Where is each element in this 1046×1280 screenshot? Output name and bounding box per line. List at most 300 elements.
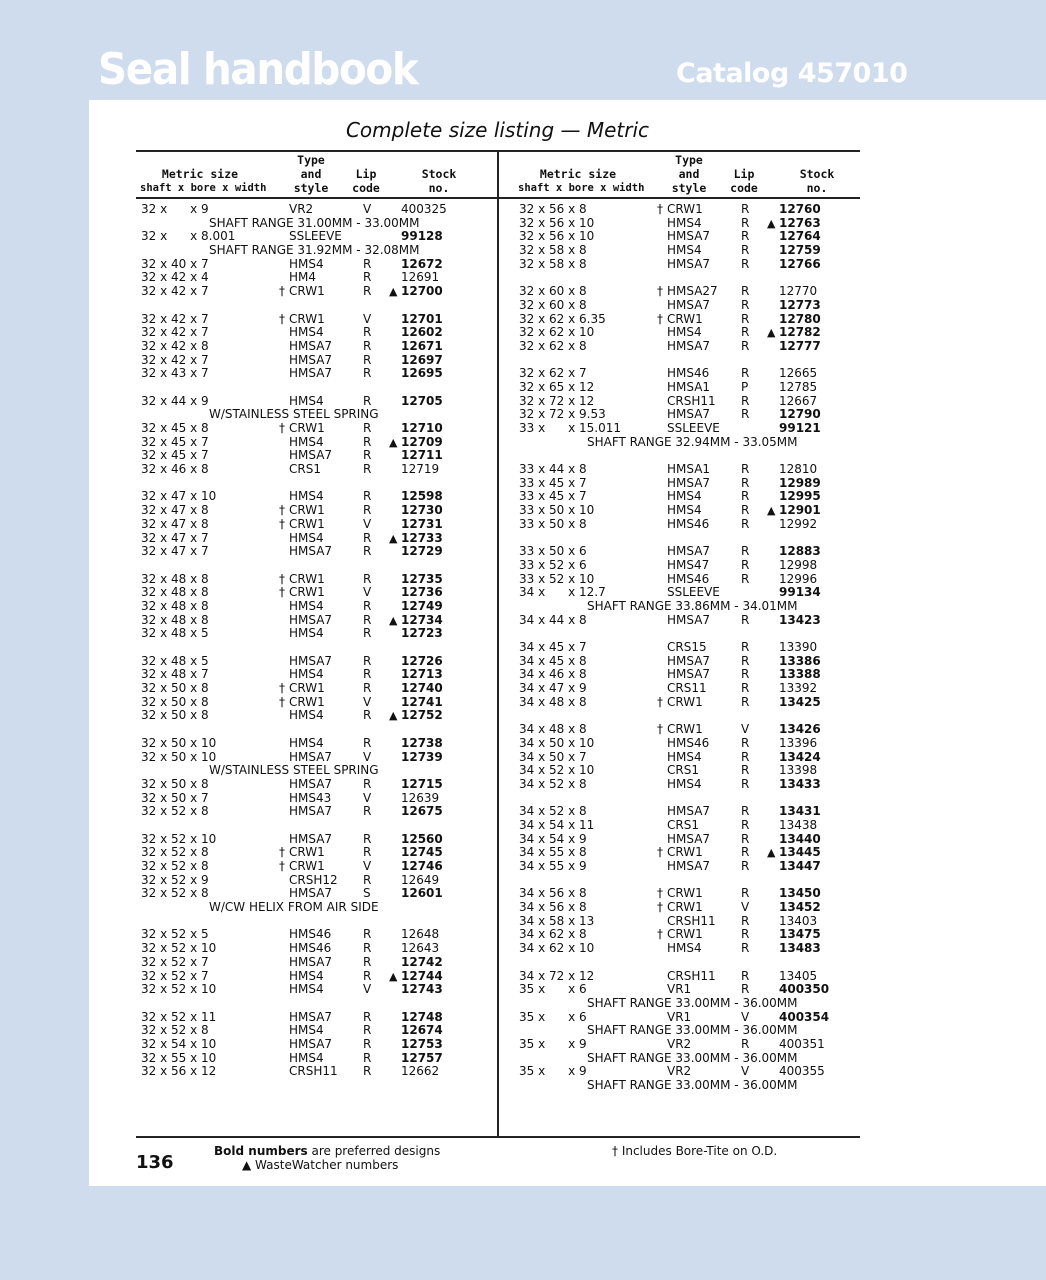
lip-cell: R	[741, 503, 750, 518]
type-cell: CRS1	[667, 817, 699, 832]
lip-cell: V	[363, 311, 372, 326]
type-cell: CRW1	[289, 284, 325, 299]
table-row	[519, 887, 859, 901]
lip-cell: R	[741, 927, 750, 942]
type-cell: CRW1	[667, 311, 703, 326]
type-cell: SSLEEVE	[667, 585, 720, 600]
size-cell: 35 x x 6	[519, 1009, 587, 1024]
type-cell: CRW1	[667, 845, 703, 860]
type-cell: HMS46	[667, 571, 710, 586]
stock-cell: 12701	[401, 311, 443, 326]
table-row	[519, 1065, 859, 1079]
stock-cell: 12736	[401, 585, 443, 600]
type-cell: CRS11	[667, 681, 707, 696]
size-cell: 34 x 45 x 8	[519, 653, 587, 668]
lip-cell: R	[363, 667, 372, 682]
lip-cell: R	[741, 557, 750, 572]
row-spacer	[519, 271, 859, 285]
type-cell: HMSA7	[289, 886, 333, 901]
row-spacer	[141, 997, 491, 1011]
row-spacer	[141, 819, 491, 833]
header-type-line2: and	[300, 167, 322, 181]
bore-tite-dagger: †	[657, 311, 663, 326]
bold-legend-rest: are preferred designs	[307, 1144, 441, 1158]
stock-cell: 99128	[401, 229, 443, 244]
size-cell: 32 x 62 x 8	[519, 338, 587, 353]
size-cell: 32 x 62 x 6.35	[519, 311, 606, 326]
type-cell: HMS4	[667, 489, 702, 504]
lip-cell: R	[363, 708, 372, 723]
stock-cell: 12992	[779, 516, 818, 531]
size-cell: 34 x 62 x 10	[519, 941, 595, 956]
lip-cell: R	[363, 530, 372, 545]
table-row	[519, 805, 859, 819]
stock-cell: 12741	[401, 694, 443, 709]
stock-cell: 12731	[401, 516, 443, 531]
size-cell: 32 x 42 x 4	[141, 270, 209, 285]
stock-cell: 12752	[401, 708, 443, 723]
stock-cell: 13423	[779, 612, 821, 627]
header-stock-line1: Stock	[421, 167, 457, 181]
type-cell: HMSA7	[289, 653, 333, 668]
lip-cell: R	[741, 694, 750, 709]
type-cell: HMSA7	[289, 448, 333, 463]
type-cell: HMS4	[289, 1023, 324, 1038]
lip-cell: R	[741, 845, 750, 860]
type-cell: HMSA7	[289, 366, 333, 381]
range-note-text: SHAFT RANGE 32.94MM - 33.05MM	[587, 434, 798, 449]
stock-cell: 12766	[779, 256, 821, 271]
lip-cell: R	[741, 804, 750, 819]
table-row	[519, 778, 859, 792]
table-row	[519, 928, 859, 942]
table-row	[519, 285, 859, 299]
lip-cell: R	[363, 448, 372, 463]
stock-cell: 12996	[779, 571, 818, 586]
table-row	[519, 490, 859, 504]
wastewatcher-icon: ▲	[767, 846, 776, 860]
type-cell: HMSA7	[667, 407, 711, 422]
table-row	[141, 956, 491, 970]
row-spacer	[141, 477, 491, 491]
stock-cell: 13450	[779, 886, 821, 901]
stock-cell: 12760	[779, 202, 821, 216]
type-cell: CRSH11	[667, 968, 716, 983]
table-row	[141, 422, 491, 436]
size-cell: 33 x 45 x 7	[519, 489, 587, 504]
stock-cell: 12649	[401, 872, 440, 887]
type-cell: CRW1	[289, 859, 325, 873]
table-row	[141, 846, 491, 860]
table-row	[141, 805, 491, 819]
range-note-text: W/CW HELIX FROM AIR SIDE	[209, 900, 379, 915]
size-cell: 32 x 48 x 8	[141, 598, 209, 613]
stock-cell: 12733	[401, 530, 443, 545]
type-cell: HMS46	[289, 927, 332, 942]
table-row	[519, 819, 859, 833]
table-row	[519, 504, 859, 518]
wastewatcher-icon: ▲	[389, 709, 398, 723]
page-number: 136	[136, 1152, 174, 1173]
size-cell: 32 x 72 x 9.53	[519, 407, 606, 422]
stock-cell: 12773	[779, 297, 821, 312]
bold-legend	[214, 1144, 440, 1158]
table-row	[519, 764, 859, 778]
lip-cell: V	[363, 749, 372, 764]
type-cell: HMSA7	[289, 1009, 333, 1024]
size-cell: 33 x 50 x 10	[519, 503, 595, 518]
bore-tite-dagger: †	[657, 927, 663, 942]
stock-cell: 12695	[401, 366, 443, 381]
lip-cell: V	[741, 900, 750, 915]
table-row	[519, 244, 859, 258]
lip-cell: R	[363, 434, 372, 449]
lip-cell: R	[741, 489, 750, 504]
table-row	[141, 942, 491, 956]
row-spacer	[141, 915, 491, 929]
lip-cell: V	[363, 790, 372, 805]
lip-cell: V	[363, 694, 372, 709]
bore-tite-dagger: †	[657, 900, 663, 915]
lip-cell: R	[363, 845, 372, 860]
stock-cell: 12998	[779, 557, 818, 572]
size-cell: 32 x 45 x 8	[141, 421, 209, 435]
table-row	[519, 983, 859, 997]
type-cell: HMSA7	[667, 338, 711, 353]
type-cell: HMSA7	[289, 831, 333, 846]
lip-cell: R	[363, 941, 372, 956]
stock-cell: 12742	[401, 954, 443, 969]
lip-cell: R	[363, 1023, 372, 1038]
size-cell: 32 x 50 x 10	[141, 735, 217, 750]
lip-cell: V	[741, 1009, 750, 1024]
table-row	[141, 532, 491, 546]
size-cell: 32 x 44 x 9	[141, 393, 209, 408]
type-cell: CRS1	[667, 763, 699, 778]
table-row	[141, 504, 491, 518]
table-row	[141, 1024, 491, 1038]
table-row	[141, 737, 491, 751]
size-cell: 32 x 50 x 8	[141, 776, 209, 791]
table-row	[141, 395, 491, 409]
size-cell: 32 x 48 x 7	[141, 667, 209, 682]
table-row	[519, 217, 859, 231]
table-row	[141, 874, 491, 888]
size-cell: 34 x 72 x 12	[519, 968, 595, 983]
header-type-line1: Type	[297, 153, 325, 167]
table-row	[141, 258, 491, 272]
size-cell: 34 x 48 x 8	[519, 694, 587, 709]
stock-cell: 12697	[401, 352, 443, 367]
table-row	[141, 792, 491, 806]
page-subtitle: Complete size listing — Metric	[345, 118, 650, 142]
lip-cell: R	[741, 311, 750, 326]
size-cell: 34 x 50 x 7	[519, 749, 587, 764]
range-note	[141, 244, 491, 258]
table-row	[519, 367, 859, 381]
stock-cell: 13424	[779, 749, 821, 764]
header-size-line2: shaft x bore x width	[140, 182, 267, 194]
stock-cell: 13431	[779, 804, 821, 819]
size-cell: 34 x 54 x 11	[519, 817, 595, 832]
type-cell: HMS4	[289, 708, 324, 723]
stock-cell: 12662	[401, 1064, 440, 1079]
size-cell: 32 x 56 x 8	[519, 202, 587, 216]
type-cell: HMSA1	[667, 379, 711, 394]
type-cell: HMSA7	[667, 653, 711, 668]
handbook-title: Seal handbook	[98, 44, 418, 95]
lip-cell: R	[741, 886, 750, 901]
stock-cell: 13440	[779, 831, 821, 846]
type-cell: HMSA7	[667, 297, 711, 312]
type-cell: HMSA7	[667, 804, 711, 819]
type-cell: HMSA7	[667, 475, 711, 490]
lip-cell: V	[363, 859, 372, 873]
type-cell: HMSA7	[667, 831, 711, 846]
table-row	[519, 641, 859, 655]
lip-cell: R	[741, 475, 750, 490]
lip-cell: R	[363, 872, 372, 887]
type-cell: SSLEEVE	[289, 229, 342, 244]
table-row	[141, 326, 491, 340]
stock-cell: 400350	[779, 982, 830, 997]
bore-tite-dagger: †	[279, 284, 285, 299]
type-cell: HMSA7	[289, 749, 333, 764]
stock-cell: 12749	[401, 598, 443, 613]
bore-tite-dagger: †	[279, 503, 285, 518]
table-row	[519, 737, 859, 751]
size-cell: 32 x 50 x 8	[141, 694, 209, 709]
lip-cell: R	[363, 831, 372, 846]
table-row	[141, 285, 491, 299]
table-row	[141, 367, 491, 381]
bore-tite-dagger: †	[279, 681, 285, 696]
stock-cell: 12705	[401, 393, 443, 408]
table-row	[519, 723, 859, 737]
table-row	[519, 942, 859, 956]
table-row	[519, 1011, 859, 1025]
stock-cell: 12746	[401, 859, 443, 873]
table-row	[519, 655, 859, 669]
range-note	[519, 600, 859, 614]
stock-cell: 12730	[401, 503, 443, 518]
stock-cell: 13386	[779, 653, 821, 668]
size-cell: 33 x 52 x 10	[519, 571, 595, 586]
range-note	[519, 1079, 859, 1093]
size-cell: 34 x 55 x 8	[519, 845, 587, 860]
type-cell: VR1	[667, 982, 692, 997]
lip-cell: R	[363, 681, 372, 696]
size-cell: 32 x x 9	[141, 202, 209, 216]
size-cell: 32 x 50 x 8	[141, 681, 209, 696]
stock-cell: 12700	[401, 284, 443, 299]
row-spacer	[519, 792, 859, 806]
type-cell: HMS4	[667, 749, 702, 764]
type-cell: HMS4	[289, 626, 324, 641]
stock-cell: 12738	[401, 735, 443, 750]
type-cell: VR2	[667, 1064, 692, 1079]
stock-cell: 12735	[401, 571, 443, 586]
lip-cell: R	[363, 421, 372, 435]
type-cell: HMS47	[667, 557, 710, 572]
table-row	[519, 340, 859, 354]
table-row	[519, 696, 859, 710]
table-row	[519, 395, 859, 409]
table-row	[519, 408, 859, 422]
lip-cell: P	[741, 379, 749, 394]
lip-cell: R	[363, 804, 372, 819]
header-lip-line1: Lip	[355, 167, 377, 181]
size-cell: 33 x 45 x 7	[519, 475, 587, 490]
table-row	[519, 299, 859, 313]
stock-cell: 13452	[779, 900, 821, 915]
bore-tite-dagger: †	[657, 694, 663, 709]
stock-cell: 12667	[779, 393, 818, 408]
table-row	[519, 970, 859, 984]
range-note-text: SHAFT RANGE 33.00MM - 36.00MM	[587, 1078, 798, 1092]
table-row	[141, 833, 491, 847]
size-cell: 32 x 60 x 8	[519, 297, 587, 312]
stock-cell: 12671	[401, 338, 443, 353]
table-row	[141, 709, 491, 723]
size-cell: 33 x 44 x 8	[519, 462, 587, 477]
size-cell: 34 x 47 x 9	[519, 681, 587, 696]
type-cell: CRSH12	[289, 872, 338, 887]
type-cell: HMS4	[667, 215, 702, 230]
type-cell: HMS4	[289, 256, 324, 271]
table-row	[519, 1038, 859, 1052]
lip-cell: R	[363, 653, 372, 668]
table-row	[519, 559, 859, 573]
size-cell: 34 x 56 x 8	[519, 886, 587, 901]
wastewatcher-legend: ▲ WasteWatcher numbers	[242, 1158, 399, 1172]
size-cell: 32 x 48 x 8	[141, 585, 209, 600]
type-cell: HMSA7	[667, 612, 711, 627]
table-row	[141, 490, 491, 504]
size-cell: 34 x 44 x 8	[519, 612, 587, 627]
table-row	[141, 627, 491, 641]
stock-cell: 12672	[401, 256, 443, 271]
stock-cell: 13390	[779, 640, 818, 654]
stock-cell: 12744	[401, 968, 443, 983]
lip-cell: R	[741, 1036, 750, 1051]
catalog-number: Catalog 457010	[676, 58, 908, 89]
size-cell: 32 x 62 x 7	[519, 366, 587, 381]
size-cell: 34 x 46 x 8	[519, 667, 587, 682]
type-cell: HMS4	[667, 325, 702, 340]
header-stock-line2: no.	[806, 181, 828, 195]
type-cell: HMSA7	[667, 229, 711, 244]
lip-cell: R	[363, 626, 372, 641]
stock-cell: 13403	[779, 913, 818, 928]
lip-cell: R	[741, 831, 750, 846]
stock-cell: 13438	[779, 817, 818, 832]
lip-cell: V	[363, 516, 372, 531]
type-cell: CRW1	[289, 571, 325, 586]
lip-cell: R	[363, 1064, 372, 1079]
type-cell: CRW1	[289, 516, 325, 531]
type-cell: HMS4	[289, 1050, 324, 1065]
type-cell: HMSA7	[667, 859, 711, 873]
size-cell: 32 x 42 x 7	[141, 352, 209, 367]
bore-tite-dagger: †	[279, 845, 285, 860]
lip-cell: R	[741, 256, 750, 271]
type-cell: CRW1	[289, 681, 325, 696]
size-cell: 35 x x 6	[519, 982, 587, 997]
size-cell: 32 x 45 x 7	[141, 448, 209, 463]
bore-tite-dagger: †	[279, 421, 285, 435]
lip-cell: R	[363, 1009, 372, 1024]
lip-cell: R	[741, 776, 750, 791]
stock-cell: 12709	[401, 434, 443, 449]
lip-cell: R	[741, 681, 750, 696]
lip-cell: R	[741, 284, 750, 299]
lip-cell: R	[363, 776, 372, 791]
lip-cell: R	[741, 516, 750, 531]
table-row	[519, 518, 859, 532]
stock-cell: 12719	[401, 462, 440, 477]
type-cell: CRW1	[667, 202, 703, 216]
lip-cell: V	[363, 982, 372, 997]
size-cell: 32 x 50 x 8	[141, 708, 209, 723]
row-spacer	[519, 532, 859, 546]
left-size-table	[141, 203, 491, 1079]
size-cell: 32 x 42 x 8	[141, 338, 209, 353]
stock-cell: 13445	[779, 845, 821, 860]
type-cell: CRS1	[289, 462, 321, 477]
stock-cell: 12711	[401, 448, 443, 463]
table-row	[141, 545, 491, 559]
stock-cell: 12739	[401, 749, 443, 764]
table-row	[519, 381, 859, 395]
type-cell: HMS4	[667, 243, 702, 258]
table-row	[141, 313, 491, 327]
stock-cell: 12734	[401, 612, 443, 627]
lip-cell: R	[741, 202, 750, 216]
type-cell: HMS4	[289, 982, 324, 997]
header-stock-line1: Stock	[799, 167, 835, 181]
stock-cell: 12753	[401, 1036, 443, 1051]
stock-cell: 400351	[779, 1036, 825, 1051]
size-cell: 35 x x 9	[519, 1064, 587, 1079]
size-cell: 34 x 52 x 10	[519, 763, 595, 778]
type-cell: HMSA7	[667, 256, 711, 271]
stock-cell: 12785	[779, 379, 818, 394]
size-cell: 32 x 56 x 12	[141, 1064, 217, 1079]
lip-cell: R	[741, 749, 750, 764]
lip-cell: R	[741, 462, 750, 477]
type-cell: HMS4	[289, 489, 324, 504]
wastewatcher-icon: ▲	[389, 285, 398, 299]
size-cell: 34 x 58 x 13	[519, 913, 595, 928]
lip-cell: R	[363, 735, 372, 750]
size-cell: 33 x 52 x 6	[519, 557, 587, 572]
size-cell: 32 x 46 x 8	[141, 462, 209, 477]
size-cell: 32 x 58 x 8	[519, 243, 587, 258]
range-note	[519, 1024, 859, 1038]
stock-cell: 12691	[401, 270, 440, 285]
type-cell: HMSA1	[667, 462, 711, 477]
size-cell: 32 x 72 x 12	[519, 393, 595, 408]
bore-tite-dagger: †	[279, 311, 285, 326]
bore-tite-dagger: †	[657, 284, 663, 299]
type-cell: CRSH11	[667, 393, 716, 408]
range-note-text: SHAFT RANGE 33.00MM - 36.00MM	[587, 995, 798, 1010]
lip-cell: R	[363, 393, 372, 408]
stock-cell: 12901	[779, 503, 821, 518]
size-cell: 32 x 52 x 8	[141, 1023, 209, 1038]
table-row	[141, 860, 491, 874]
